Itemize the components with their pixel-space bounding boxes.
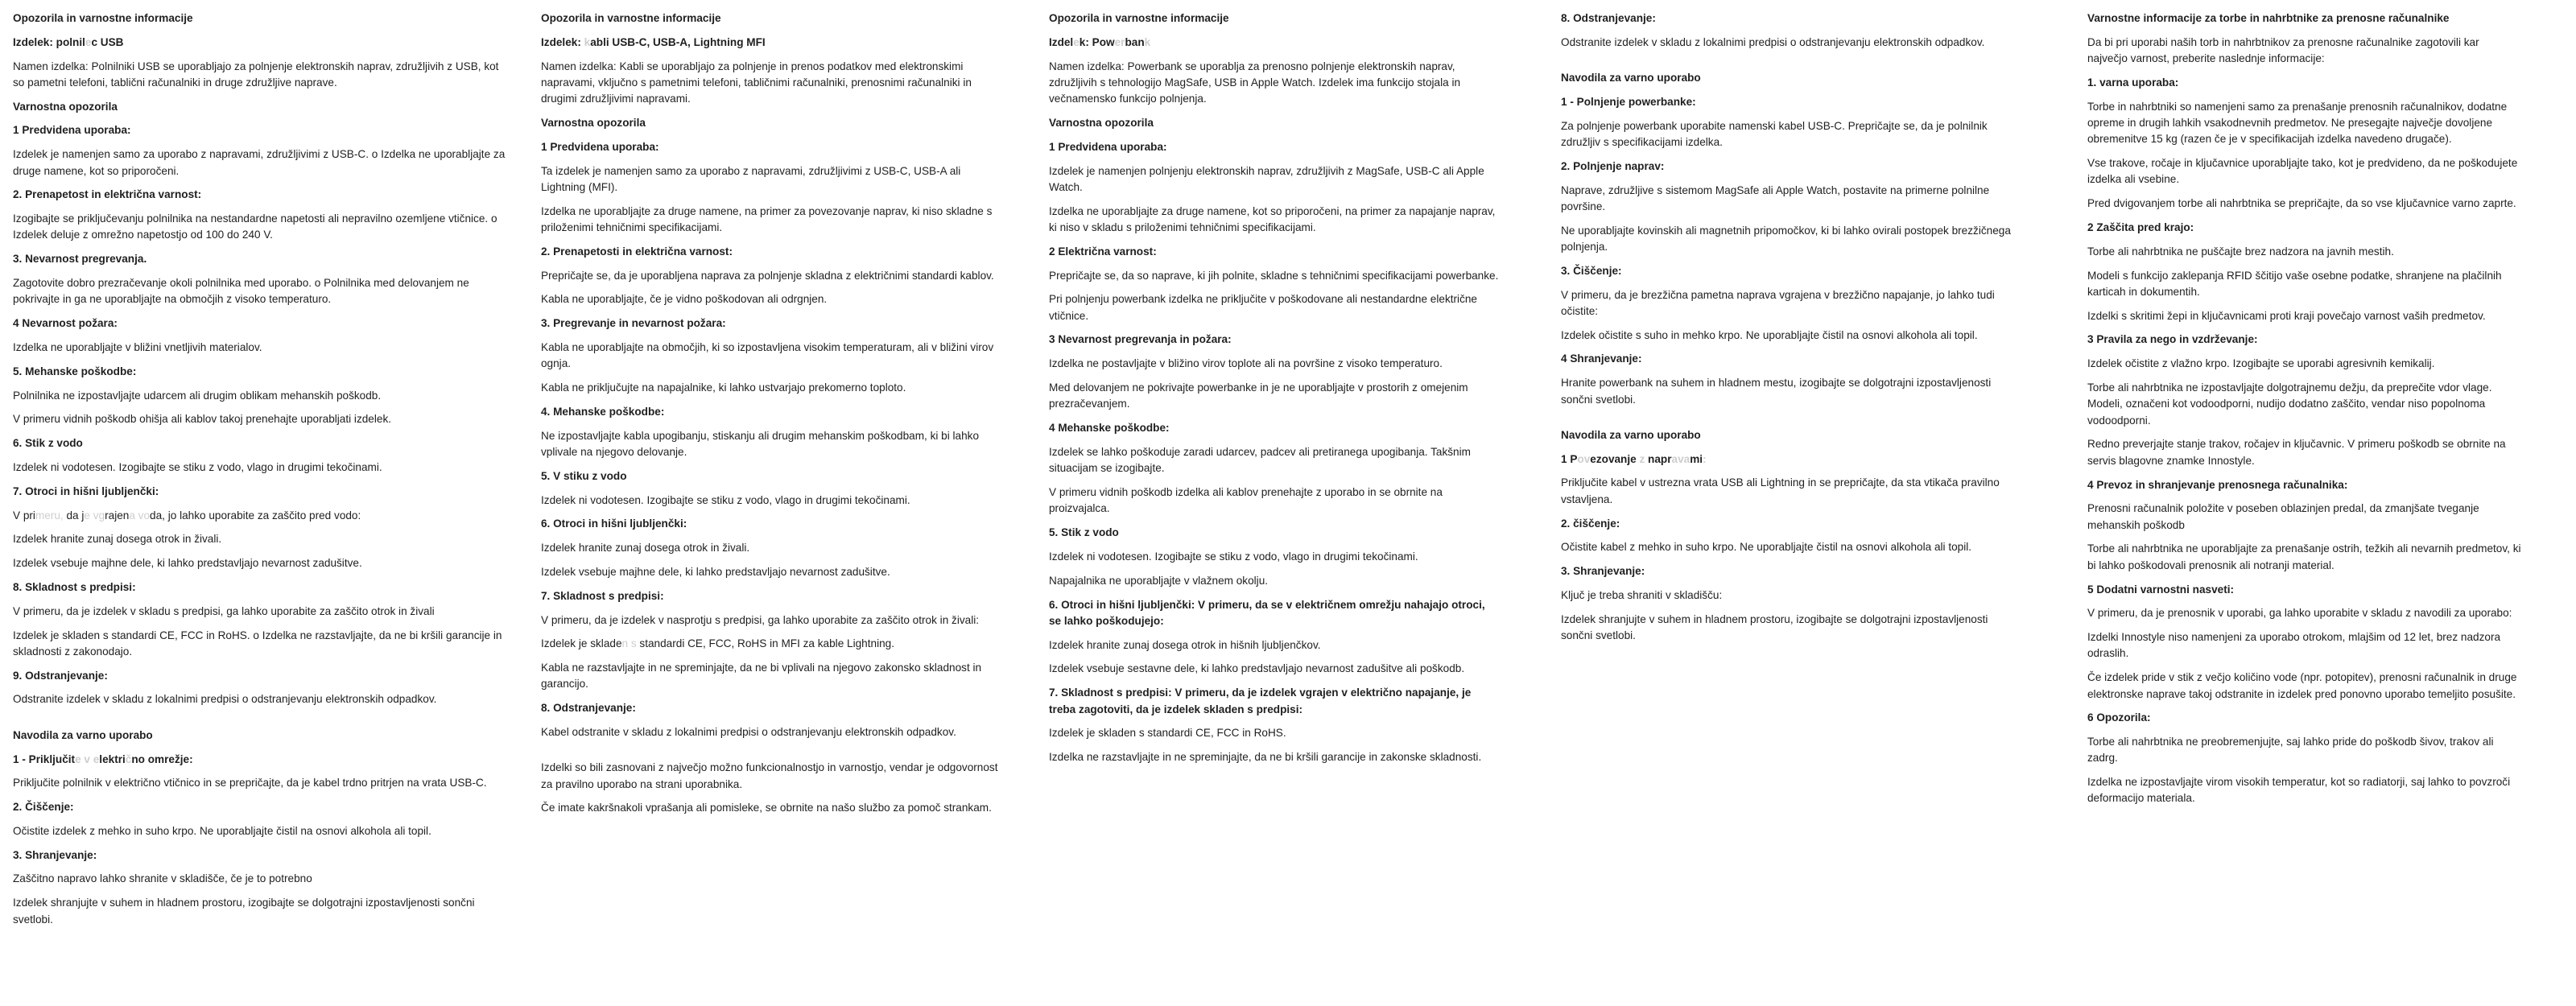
paragraph: V primeru, da je vgrajena voda, jo lahko uporabite za zaščito pred vodo:	[13, 509, 361, 522]
heading: 1 Predvidena uporaba:	[13, 124, 131, 137]
paragraph: Izdelek je skladen s standardi CE, FCC in RoHS. o Izdelka ne razstavljajte, da ne bi kršili garancije in skladnosti z zakonodajo.	[13, 629, 502, 658]
heading: Izdelek: Powerbank	[1049, 35, 1151, 48]
paragraph: Izdelek je skladen s standardi CE, FCC in RoHS.	[1049, 727, 1286, 740]
paragraph: Izdelek vsebuje sestavne dele, ki lahko predstavljajo nevarnost zadušitve ali poškodb.	[1049, 662, 1465, 675]
paragraph: Prenosni računalnik položite v poseben oblazinjen predal, da zmanjšate tveganje mehanskih poškodb	[2087, 502, 2479, 531]
paragraph: Kabla ne uporabljajte na območjih, ki so izpostavljena visokim temperaturam, ali v bližini virov ognja.	[541, 340, 994, 370]
paragraph: Izdelki so bili zasnovani z največjo možno funkcionalnostjo in varnostjo, vendar je odgovornost za pravilno uporabo na strani uporabnika.	[541, 761, 998, 790]
paragraph: Kabel odstranite v skladu z lokalnimi predpisi o odstranjevanju elektronskih odpadkov.	[541, 726, 956, 738]
heading: 6 Opozorila:	[2087, 711, 2151, 724]
paragraph: Izdelek ni vodotesen. Izogibajte se stiku z vodo, vlago in drugimi tekočinami.	[541, 493, 910, 506]
heading: 1 Povezovanje z napravami:	[1561, 452, 1707, 465]
paragraph: Ta izdelek je namenjen samo za uporabo z napravami, združljivimi z USB-C, USB-A ali Lightning (MFI).	[541, 164, 961, 193]
heading: 1. varna uporaba:	[2087, 76, 2179, 89]
heading: 2. Čiščenje:	[13, 801, 74, 814]
paragraph: V primeru, da je prenosnik v uporabi, ga lahko uporabite v skladu z navodili za uporabo:	[2087, 607, 2512, 620]
paragraph: Izdelek očistite s suho in mehko krpo. Ne uporabljajte čistil na osnovi alkohola ali topil.	[1561, 328, 1978, 341]
paragraph: Izdelki s skritimi žepi in ključavnicami proti kraji povečajo varnost vaših predmetov.	[2087, 309, 2486, 322]
faded-text: ava	[1671, 452, 1690, 465]
heading: 5. Stik z vodo	[1049, 526, 1119, 539]
paragraph: Namen izdelka: Powerbank se uporablja za prenosno polnjenje elektronskih naprav, združljivih s tehnologijo MagSafe, USB in Apple Watch. Izdelek ima funkcijo stojala in večnamensko funkcijo polnjenja.	[1049, 60, 1461, 105]
paragraph: Izdelek hranite zunaj dosega otrok in živali.	[13, 533, 222, 546]
faded-text: e	[85, 35, 92, 48]
paragraph: V primeru vidnih poškodb izdelka ali kablov prenehajte z uporabo in se obrnite na proizvajalca.	[1049, 486, 1443, 515]
heading: 6. Otroci in hišni ljubljenčki: V primeru, da se v električnem omrežju nahajajo otroci, se lahko poškodujejo:	[1049, 598, 1485, 627]
column-powerbank	[1049, 10, 1500, 773]
heading: 4. Mehanske poškodbe:	[541, 405, 665, 418]
faded-text: k	[1144, 35, 1151, 48]
paragraph: Da bi pri uporabi naših torb in nahrbtnikov za prenosne računalnike zagotovili kar največjo varnost, preberite naslednje informacije:	[2087, 35, 2479, 65]
faded-text: e	[1073, 35, 1080, 48]
heading: 4 Nevarnost požara:	[13, 317, 118, 330]
paragraph: Odstranite izdelek v skladu z lokalnimi predpisi o odstranjevanju elektronskih odpadkov.	[13, 693, 437, 706]
column-usb-charger	[13, 10, 512, 935]
heading: Navodila za varno uporabo	[1561, 72, 1701, 85]
heading: Varnostna opozorila	[13, 100, 118, 113]
paragraph: V primeru, da je brezžična pametna naprava vgrajena v brezžično napajanje, jo lahko tudi očistite:	[1561, 288, 1995, 317]
heading: 6. Otroci in hišni ljubljenčki:	[541, 517, 687, 530]
paragraph: Prepričajte se, da so naprave, ki jih polnite, skladne s tehničnimi specifikacijami powerbanke.	[1049, 269, 1499, 282]
heading: 3. Shranjevanje:	[1561, 565, 1645, 578]
heading: 5. Mehanske poškodbe:	[13, 365, 137, 377]
faded-text: e vg	[84, 509, 105, 522]
faded-text: n s	[621, 637, 637, 650]
heading: Izdelek: kabli USB-C, USB-A, Lightning MFI	[541, 35, 766, 48]
heading: 4 Shranjevanje:	[1561, 353, 1642, 365]
heading: Izdelek: polnilec USB	[13, 35, 124, 48]
paragraph: Izdelka ne uporabljajte v bližini vnetljivih materialov.	[13, 340, 262, 353]
paragraph: Izdelki Innostyle niso namenjeni za uporabo otrokom, mlajšim od 12 let, brez nadzora odraslih.	[2087, 631, 2501, 660]
paragraph: Izdelka ne postavljajte v bližino virov toplote ali na površine z visoko temperaturo.	[1049, 357, 1443, 370]
heading: 8. Odstranjevanje:	[1561, 12, 1656, 24]
heading: 7. Skladnost s predpisi: V primeru, da je izdelek vgrajen v električno napajanje, je treba zagotoviti, da je izdelek skladen s predpisi:	[1049, 686, 1472, 715]
heading: Varnostna opozorila	[1049, 116, 1154, 129]
paragraph: Med delovanjem ne pokrivajte powerbanke in je ne uporabljajte v prostorih z omejenim prezračevanjem.	[1049, 381, 1468, 410]
heading: 5. V stiku z vodo	[541, 469, 627, 482]
paragraph: Izdelek vsebuje majhne dele, ki lahko predstavljajo nevarnost zadušitve.	[541, 565, 890, 578]
paragraph: Kabla ne priključujte na napajalnike, ki lahko ustvarjajo prekomerno toploto.	[541, 381, 906, 394]
paragraph: Izdelek se lahko poškoduje zaradi udarcev, padcev ali pretiranega upogibanja. Takšnim situacijam se izogibajte.	[1049, 445, 1471, 475]
paragraph: Izdelek ni vodotesen. Izogibajte se stiku z vodo, vlago in drugimi tekočinami.	[13, 460, 382, 473]
paragraph: Zaščitno napravo lahko shranite v skladišče, če je to potrebno	[13, 872, 312, 885]
faded-text: k	[584, 35, 591, 48]
paragraph: Za polnjenje powerbank uporabite namenski kabel USB-C. Prepričajte se, da je polnilnik združljiv s specifikacijami izdelka.	[1561, 119, 1988, 148]
heading: Varnostna opozorila	[541, 116, 646, 129]
paragraph: V primeru, da je izdelek v nasprotju s predpisi, ga lahko uporabite za zaščito otrok in živali:	[541, 613, 980, 626]
heading: 8. Skladnost s predpisi:	[13, 580, 136, 593]
faded-text: z	[1639, 452, 1645, 465]
heading: 2. Polnjenje naprav:	[1561, 159, 1665, 172]
paragraph: Kabla ne razstavljajte in ne spreminjajte, da ne bi vplivali na njegovo zakonsko skladnost in garancijo.	[541, 662, 982, 691]
heading: Opozorila in varnostne informacije	[13, 12, 193, 24]
paragraph: Odstranite izdelek v skladu z lokalnimi predpisi o odstranjevanju elektronskih odpadkov.	[1561, 35, 1985, 48]
paragraph: Redno preverjajte stanje trakov, ročajev in ključavnic. V primeru poškodb se obrnite na servis blagovne znamke Innostyle.	[2087, 438, 2506, 467]
faded-text: :	[1703, 452, 1707, 465]
faded-text: č	[125, 752, 132, 765]
faded-text: er	[1114, 35, 1125, 48]
faded-text: a vo	[129, 509, 151, 522]
heading: 2. čiščenje:	[1561, 517, 1620, 530]
faded-text: ov	[1577, 452, 1591, 465]
paragraph: Izdelek shranjujte v suhem in hladnem prostoru, izogibajte se dolgotrajni izpostavljenosti sončni svetlobi.	[13, 897, 475, 926]
paragraph: Vse trakove, ročaje in ključavnice uporabljajte tako, kot je predvideno, da ne poškodujete izdelka ali vsebine.	[2087, 157, 2518, 186]
heading: 5 Dodatni varnostni nasveti:	[2087, 583, 2235, 596]
paragraph: Če imate kakršnakoli vprašanja ali pomisleke, se obrnite na našo službo za pomoč strankam.	[541, 802, 992, 814]
heading: Navodila za varno uporabo	[1561, 428, 1701, 441]
paragraph: Izdelka ne razstavljajte in ne spreminjajte, da ne bi kršili garancije in zakonske skladnosti.	[1049, 751, 1482, 764]
heading: 6. Stik z vodo	[13, 437, 83, 450]
paragraph: Izdelek je namenjen samo za uporabo z napravami, združljivimi z USB-C. o Izdelka ne uporabljajte za druge namene, kot so priporočeni.	[13, 148, 506, 177]
paragraph: Namen izdelka: Kabli se uporabljajo za polnjenje in prenos podatkov med elektronskimi napravami, vključno s pametnimi telefoni, tabličnimi računalniki, prenosnimi računalniki in drugimi združljivimi napravami.	[541, 60, 972, 105]
paragraph: Torbe in nahrbtniki so namenjeni samo za prenašanje prenosnih računalnikov, dodatne opreme in drugih lahkih vsakodnevnih predmetov. Ne presegajte največje dovoljene obremenitve 15 kg (razen če je v specifikacijah izdelka navedeno drugače).	[2087, 100, 2508, 146]
paragraph: Torbe ali nahrbtnika ne uporabljajte za prenašanje ostrih, težkih ali nevarnih predmetov, ki bi lahko poškodovali prenosnik ali notranji material.	[2087, 542, 2521, 571]
paragraph: Ne izpostavljajte kabla upogibanju, stiskanju ali drugim mehanskim poškodbam, ki bi lahko vplivale na njegovo delovanje.	[541, 429, 980, 458]
paragraph: Očistite kabel z mehko in suho krpo. Ne uporabljajte čistil na osnovi alkohola ali topil.	[1561, 541, 1972, 554]
heading: Opozorila in varnostne informacije	[1049, 12, 1229, 24]
paragraph: V primeru vidnih poškodb ohišja ali kablov takoj prenehajte uporabljati izdelek.	[13, 413, 392, 426]
paragraph: Namen izdelka: Polnilniki USB se uporabljajo za polnjenje elektronskih naprav, združljivih z USB, kot so pametni telefoni, tablični računalniki in druge združljive naprave.	[13, 60, 499, 89]
paragraph: Izdelek hranite zunaj dosega otrok in živali.	[541, 542, 750, 555]
paragraph: Če izdelek pride v stik z večjo količino vode (npr. potopitev), prenosni računalnik in druge elektronske naprave takoj odstranite in izdelek pred ponovno uporabo temeljito posušite.	[2087, 671, 2517, 700]
heading: 1 Predvidena uporaba:	[1049, 140, 1167, 153]
heading: 4 Mehanske poškodbe:	[1049, 422, 1170, 435]
paragraph: Priključite polnilnik v električno vtičnico in se prepričajte, da je kabel trdno pritrjen na vrata USB-C.	[13, 777, 487, 790]
heading: 3. Shranjevanje:	[13, 848, 97, 861]
heading: 3 Nevarnost pregrevanja in požara:	[1049, 333, 1232, 346]
paragraph: Izdelek očistite z vlažno krpo. Izogibajte se uporabi agresivnih kemikalij.	[2087, 357, 2435, 370]
heading: 2. Prenapetost in električna varnost:	[13, 188, 202, 201]
paragraph: Izdelek shranjujte v suhem in hladnem prostoru, izogibajte se dolgotrajni izpostavljenosti sončni svetlobi.	[1561, 612, 1988, 642]
faded-text: meru,	[35, 509, 64, 522]
paragraph: Izdelek je skladen s standardi CE, FCC, RoHS in MFI za kable Lightning.	[541, 637, 894, 650]
paragraph: Očistite izdelek z mehko in suho krpo. Ne uporabljajte čistil na osnovi alkohola ali topil.	[13, 824, 431, 837]
heading: 2 Električna varnost:	[1049, 245, 1157, 258]
heading: 1 - Priključite v električno omrežje:	[13, 752, 193, 765]
column-cables	[541, 10, 1001, 824]
paragraph: Naprave, združljive s sistemom MagSafe ali Apple Watch, postavite na primerne polnilne površine.	[1561, 183, 1990, 212]
heading: 8. Odstranjevanje:	[541, 702, 636, 715]
heading: 3 Pravila za nego in vzdrževanje:	[2087, 333, 2258, 346]
paragraph: Pri polnjenju powerbank izdelka ne priključite v poškodovane ali nestandardne električne vtičnice.	[1049, 293, 1477, 322]
paragraph: Izdelka ne uporabljajte za druge namene, kot so priporočeni, na primer za napajanje naprav, ki niso v skladu s priloženimi tehničnimi specifikacijami.	[1049, 204, 1496, 233]
paragraph: Pred dvigovanjem torbe ali nahrbtnika se prepričajte, da so vse ključavnice varno zaprte.	[2087, 197, 2516, 210]
heading: 4 Prevoz in shranjevanje prenosnega računalnika:	[2087, 478, 2348, 491]
paragraph: Izogibajte se priključevanju polnilnika na nestandardne napetosti ali nepravilno ozemljene vtičnice. o Izdelek deluje z omrežno napetostjo od 100 do 240 V.	[13, 212, 497, 241]
heading: 3. Pregrevanje in nevarnost požara:	[541, 317, 726, 330]
paragraph: Ne uporabljajte kovinskih ali magnetnih pripomočkov, ki bi lahko ovirali postopek brezžičnega polnjenja.	[1561, 224, 2011, 253]
column-powerbank-usage	[1561, 10, 2012, 652]
paragraph: Torbe ali nahrbtnika ne puščajte brez nadzora na javnih mestih.	[2087, 245, 2394, 258]
heading: 1 - Polnjenje powerbanke:	[1561, 95, 1696, 108]
heading: Navodila za varno uporabo	[13, 728, 153, 741]
paragraph: Priključite kabel v ustrezna vrata USB ali Lightning in se prepričajte, da sta vtikača pravilno vstavljena.	[1561, 476, 2000, 505]
paragraph: Prepričajte se, da je uporabljena naprava za polnjenje skladna z električnimi standardi kablov.	[541, 269, 994, 282]
paragraph: Hranite powerbank na suhem in hladnem mestu, izogibajte se dolgotrajni izpostavljenosti sončni svetlobi.	[1561, 377, 1992, 406]
paragraph: Izdelka ne izpostavljajte virom visokih temperatur, kot so radiatorji, saj lahko to povzroči deformacijo materiala.	[2087, 776, 2511, 805]
paragraph: Izdelka ne uporabljajte za druge namene, na primer za povezovanje naprav, ki niso skladne s priloženimi tehničnimi specifikacijami.	[541, 204, 993, 233]
heading: Opozorila in varnostne informacije	[541, 12, 721, 24]
heading: 1 Predvidena uporaba:	[541, 140, 659, 153]
paragraph: Torbe ali nahrbtnika ne preobremenjujte, saj lahko pride do poškodb šivov, trakov ali zadrg.	[2087, 736, 2494, 765]
heading: 2. Prenapetosti in električna varnost:	[541, 245, 733, 258]
column-laptop-bags	[2087, 10, 2522, 814]
paragraph: Kabla ne uporabljajte, če je vidno poškodovan ali odrgnjen.	[541, 293, 828, 306]
paragraph: Izdelek hranite zunaj dosega otrok in hišnih ljubljenčkov.	[1049, 638, 1321, 651]
paragraph: Zagotovite dobro prezračevanje okoli polnilnika med uporabo. o Polnilnika med delovanjem ne pokrivajte in ga ne uporabljajte na območjih z visoko temperaturo.	[13, 277, 469, 306]
paragraph: Izdelek je namenjen polnjenju elektronskih naprav, združljivih z MagSafe, USB-C ali Apple Watch.	[1049, 164, 1484, 193]
heading: 3. Nevarnost pregrevanja.	[13, 253, 147, 266]
paragraph: Modeli s funkcijo zaklepanja RFID ščitijo vaše osebne podatke, shranjene na plačilnih karticah in dokumentih.	[2087, 269, 2502, 298]
heading: Varnostne informacije za torbe in nahrbtnike za prenosne računalnike	[2087, 12, 2450, 24]
heading: 2 Zaščita pred krajo:	[2087, 221, 2194, 233]
paragraph: Izdelek vsebuje majhne dele, ki lahko predstavljajo nevarnost zadušitve.	[13, 557, 362, 570]
heading: 7. Skladnost s predpisi:	[541, 589, 664, 602]
paragraph: Ključ je treba shraniti v skladišču:	[1561, 588, 1723, 601]
paragraph: V primeru, da je izdelek v skladu s predpisi, ga lahko uporabite za zaščito otrok in živali	[13, 604, 435, 617]
paragraph: Torbe ali nahrbtnika ne izpostavljajte dolgotrajnemu dežju, da preprečite vdor vlage. Modeli, označeni kot vodoodporni, nudijo dodatno zaščito, vendar niso popolnoma vodoodporni.	[2087, 381, 2492, 427]
paragraph: Polnilnika ne izpostavljajte udarcem ali drugim oblikam mehanskih poškodb.	[13, 389, 382, 402]
faded-text: e v e	[75, 752, 100, 765]
heading: 7. Otroci in hišni ljubljenčki:	[13, 484, 159, 497]
heading: 3. Čiščenje:	[1561, 264, 1622, 277]
heading: 9. Odstranjevanje:	[13, 669, 108, 682]
paragraph: Izdelek ni vodotesen. Izogibajte se stiku z vodo, vlago in drugimi tekočinami.	[1049, 550, 1418, 563]
paragraph: Napajalnika ne uporabljajte v vlažnem okolju.	[1049, 574, 1269, 587]
